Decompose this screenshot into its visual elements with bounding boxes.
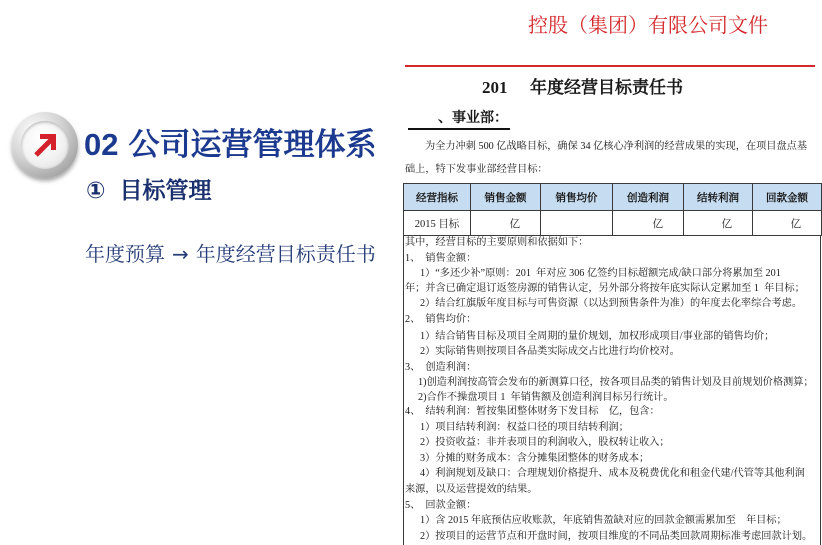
intro-line: 础上，特下发事业部经营目标： bbox=[405, 164, 548, 175]
body-line: 2）结合红旗版年度目标与可售资源（以达到预售条件为准）的年度去化率综合考虑。 bbox=[420, 298, 803, 309]
body-line: 2）实际销售则按项目各品类实际成交占比进行均价校对。 bbox=[420, 346, 680, 357]
table-header-cell: 结转利润 bbox=[684, 184, 753, 211]
table-header-cell: 回款金额 bbox=[753, 184, 822, 211]
subsection-title bbox=[86, 176, 211, 205]
subsection-title-text: 目标管理 bbox=[119, 177, 212, 203]
body-line: 2)合作不操盘项目 1 年销售额及创造利润目标另行统计。 bbox=[418, 392, 674, 403]
section-title-text: 公司运营管理体系 bbox=[128, 127, 377, 162]
body-line: 1）结合销售目标及项目全周期的量价规划，加权形成项目/事业部的销售均价； bbox=[420, 331, 775, 342]
body-line: 1、 销售金额： bbox=[405, 253, 477, 264]
section-badge bbox=[12, 112, 78, 178]
arrow-up-right-icon bbox=[30, 130, 60, 160]
addressee: 、事业部： bbox=[408, 110, 510, 130]
flow-line bbox=[85, 241, 376, 268]
table-cell: 亿 bbox=[471, 211, 541, 236]
table-cell: 亿 bbox=[684, 211, 753, 236]
document-image bbox=[400, 0, 822, 545]
document-title-text: 年度经营目标责任书 bbox=[530, 78, 683, 97]
body-line: 年；并含已确定退订返签房源的销售认定，另外部分将按年底实际认定累加至 1 年目标； bbox=[405, 283, 805, 294]
table-header-cell: 创造利润 bbox=[613, 184, 684, 211]
body-line: 2）投资收益：非并表项目的利润收入，股权转让收入； bbox=[420, 437, 670, 448]
section-number: 02 bbox=[84, 127, 119, 162]
body-line: 4）利润规划及缺口：合理规划价格提升、成本及税费优化和租金代建/代管等其他利润 bbox=[420, 468, 805, 479]
slide-heading-area bbox=[0, 0, 400, 545]
flow-from: 年度预算 bbox=[85, 244, 165, 266]
table-row bbox=[404, 211, 822, 236]
table-cell: 亿 bbox=[613, 211, 684, 236]
body-line: 来源，以及运营提效的结果。 bbox=[405, 484, 538, 495]
body-line: 1）“多还少补”原则：201 年对应 306 亿签约目标超额完成/缺口部分将累加至 201 bbox=[420, 268, 781, 279]
body-line: 1）项目结转利润：权益口径的项目结转利润； bbox=[420, 422, 629, 433]
letterhead-divider bbox=[405, 65, 815, 67]
body-line: 1）含 2015 年底预估应收账款，年底销售盈缺对应的回款金额需累加至 年目标； bbox=[420, 515, 787, 526]
table-header-cell: 销售均价 bbox=[541, 184, 613, 211]
body-line: 5、 回款金额： bbox=[405, 500, 477, 511]
body-line: 2）按项目的运营节点和开盘时间，按项目维度的不同品类回款周期标准考虑回款计划。 bbox=[420, 531, 813, 542]
table-cell bbox=[541, 211, 613, 236]
table-header-cell: 销售金额 bbox=[471, 184, 541, 211]
letterhead: 控股（集团）有限公司文件 bbox=[528, 15, 768, 37]
table-header-cell: 经营指标 bbox=[404, 184, 471, 211]
body-line: 1)创造利润按高管会发布的新测算口径，按各项目品类的销售计划及目前规划价格测算； bbox=[418, 377, 814, 388]
intro-line: 为全力冲刺 500 亿战略目标，确保 34 亿核心净利润的经营成果的实现，在项目盘点基 bbox=[425, 141, 808, 152]
table-cell: 亿 bbox=[753, 211, 822, 236]
flow-to: 年度经营目标责任书 bbox=[195, 244, 376, 266]
document-title-year: 201 bbox=[482, 78, 508, 97]
body-line: 其中，经营目标的主要原则和依据如下： bbox=[405, 237, 589, 248]
body-line: 4、 结转利润：暂按集团整体财务下发目标 亿，包含： bbox=[405, 406, 660, 417]
body-line: 3、 创造利润： bbox=[405, 362, 477, 373]
table-header-row bbox=[404, 184, 822, 211]
body-line: 3）分摊的财务成本：含分摊集团整体的财务成本； bbox=[420, 453, 650, 464]
goal-table bbox=[403, 183, 822, 236]
table-row-label: 2015 目标 bbox=[404, 211, 471, 236]
circled-number-marker: ① bbox=[86, 178, 106, 204]
section-title bbox=[84, 126, 376, 164]
right-arrow-icon: → bbox=[172, 242, 189, 266]
body-line: 2、 销售均价： bbox=[405, 314, 477, 325]
section-badge-face bbox=[21, 121, 69, 169]
